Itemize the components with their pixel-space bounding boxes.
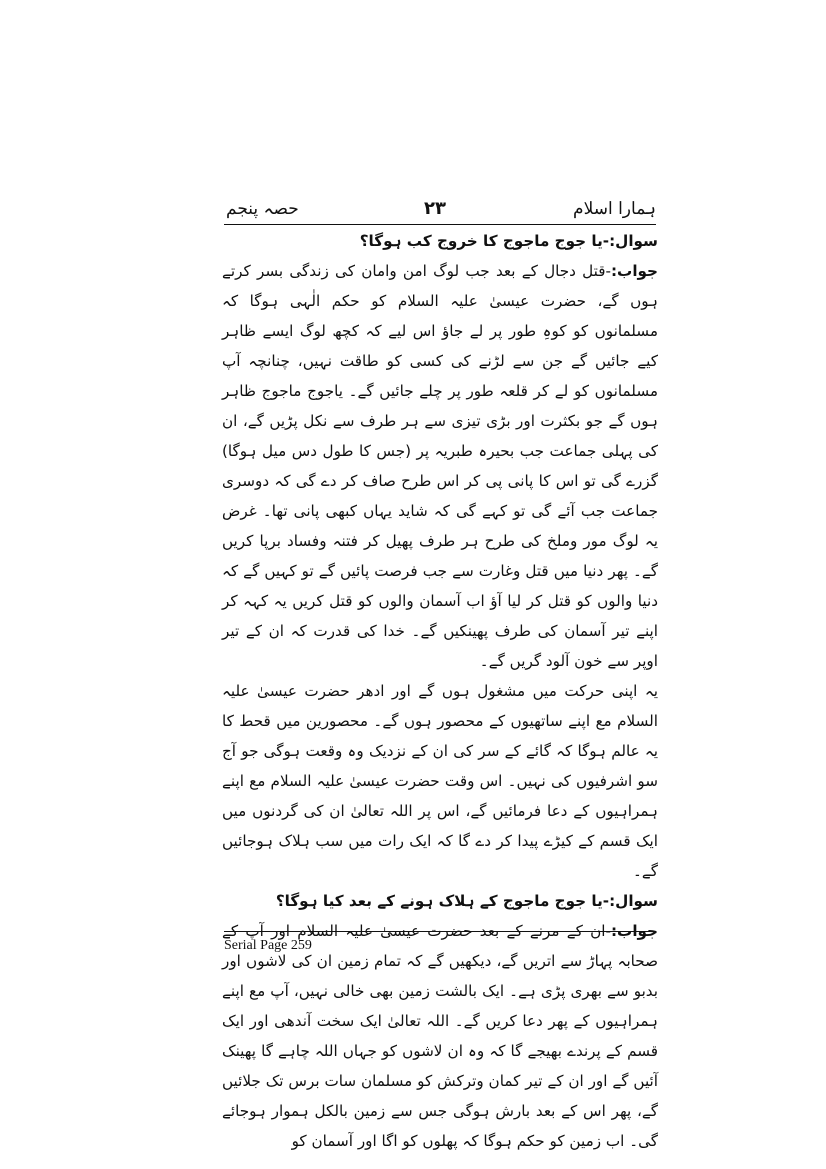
question-1 xyxy=(222,226,658,256)
answer-1 xyxy=(222,256,658,676)
answer-label: جواب: xyxy=(610,922,658,940)
section-label: حصہ پنجم xyxy=(226,199,299,219)
page-header xyxy=(226,196,656,222)
question-label: سوال: xyxy=(609,232,658,250)
question-text: -یا جوج ماجوج کا خروج کب ہوگا؟ xyxy=(359,232,610,250)
answer-label: جواب: xyxy=(610,262,658,280)
question-label: سوال: xyxy=(609,892,658,910)
page-number: ۲۳ xyxy=(424,198,446,219)
answer-text: -ان کے مرنے کے بعد حضرت عیسیٰ علیہ السلام اور آپ کے صحابہ پہاڑ سے اتریں گے، دیکھیں گے کہ تمام زمین ان کی لاشوں اور بدبو سے بھری پڑی ہے۔ ایک بالشت زمین بھی خالی نہیں، آپ مع اپنے ہمراہیوں کے پھر دعا کریں گے۔ اللہ تعالیٰ ایک سخت آندھی اور ایک قسم کے پرندے بھیجے گا کہ وہ ان لاشوں کو جہاں اللہ چاہے گا پھینک آئیں گے اور ان کے تیر کمان وترکش کو مسلمان سات برس تک جلائیں گے، پھر اس کے بعد بارش ہوگی جس سے زمین بالکل ہموار ہوجائے گی۔ اب زمین کو حکم ہوگا کہ پھلوں کو اگا اور آسمان کو xyxy=(222,922,658,1150)
question-2 xyxy=(222,886,658,916)
paragraph-1: یہ اپنی حرکت میں مشغول ہوں گے اور ادھر حضرت عیسیٰ علیہ السلام مع اپنے ساتھیوں کے محصور ہوں گے۔ محصورین میں قحط کا یہ عالم ہوگا کہ گائے کے سر کی ان کے نزدیک وہ وقعت ہوگی جو آج سو اشرفیوں کی نہیں۔ اس وقت حضرت عیسیٰ علیہ السلام مع اپنے ہمراہیوں کے دعا فرمائیں گے، اس پر اللہ تعالیٰ ان کی گردنوں میں ایک قسم کے کیڑے پیدا کر دے گا کہ ایک رات میں سب ہلاک ہوجائیں گے۔ xyxy=(222,682,658,880)
footer-rule xyxy=(224,931,656,932)
book-title: ہمارا اسلام xyxy=(573,199,656,219)
header-rule xyxy=(224,224,656,225)
answer-text: -قتل دجال کے بعد جب لوگ امن وامان کی زندگی بسر کرتے ہوں گے، حضرت عیسیٰ علیہ السلام کو حکم الٰہی ہوگا کہ مسلمانوں کو کوہِ طور پر لے جاؤ اس لیے کہ کچھ لوگ ایسے ظاہر کیے جائیں گے جن سے لڑنے کی کسی کو طاقت نہیں، چنانچہ آپ مسلمانوں کو لے کر قلعہ طور پر چلے جائیں گے۔ یاجوج ماجوج ظاہر ہوں گے جو بکثرت اور بڑی تیزی سے ہر طرف سے نکل پڑیں گے، ان کی پہلی جماعت جب بحیرہ طبریہ پر (جس کا طول دس میل ہوگا) گزرے گی تو اس کا پانی پی کر اس طرح صاف کر دے گی کہ دوسری جماعت جب آئے گی تو کہے گی کہ شاید یہاں کبھی پانی تھا۔ غرض یہ لوگ مور وملخ کی طرح ہر طرف پھیل کر فتنہ وفساد برپا کریں گے۔ پھر دنیا میں قتل وغارت سے جب فرصت پائیں گے تو کہیں گے کہ دنیا والوں کو قتل کر لیا آؤ اب آسمان والوں کو قتل کریں یہ کہہ کر اپنے تیر آسمان کی طرف پھینکیں گے۔ خدا کی قدرت کہ ان کے تیر اوپر سے خون آلود گریں گے۔ xyxy=(222,262,658,670)
serial-page-footer: Serial Page 259 xyxy=(224,938,312,953)
question-text: -یا جوج ماجوج کے ہلاک ہونے کے بعد کیا ہوگا؟ xyxy=(275,892,610,910)
